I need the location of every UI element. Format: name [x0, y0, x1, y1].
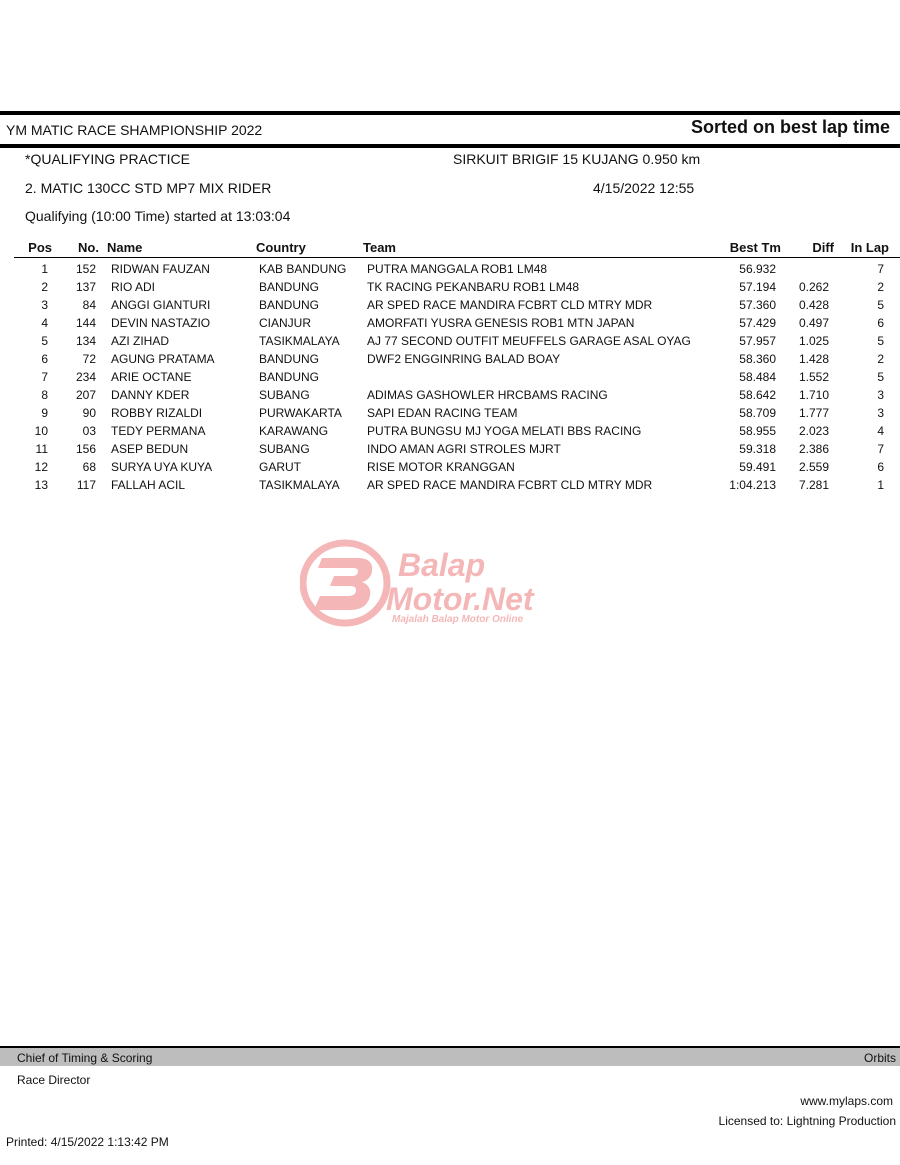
cell-best: 57.429 [739, 316, 776, 330]
table-row [0, 352, 900, 370]
cell-name: TEDY PERMANA [111, 424, 206, 438]
cell-no: 117 [76, 478, 96, 492]
cell-diff: 1.777 [798, 406, 829, 420]
cell-country: BANDUNG [259, 280, 320, 294]
cell-country: KARAWANG [259, 424, 329, 438]
cell-name: ASEP BEDUN [111, 442, 189, 456]
cell-no: 137 [75, 280, 96, 294]
cell-country: TASIKMALAYA [259, 334, 340, 348]
cell-diff: 2.023 [798, 424, 829, 438]
cell-lap: 5 [877, 370, 884, 384]
cell-team: AJ 77 SECOND OUTFIT MEUFFELS GARAGE ASAL OYAG [367, 334, 691, 348]
cell-country: KAB BANDUNG [259, 262, 347, 276]
cell-pos: 8 [41, 388, 48, 402]
cell-country: BANDUNG [259, 370, 320, 384]
cell-no: 90 [82, 406, 96, 420]
cell-diff: 1.428 [798, 352, 829, 366]
col-name-header: Name [107, 240, 143, 255]
cell-pos: 5 [41, 334, 48, 348]
cell-pos: 6 [41, 352, 48, 366]
cell-diff: 2.559 [798, 460, 829, 474]
cell-diff: 1.710 [798, 388, 829, 402]
cell-team: SAPI EDAN RACING TEAM [367, 406, 518, 420]
cell-no: 234 [75, 370, 96, 384]
top-rule [0, 111, 900, 115]
table-row [0, 442, 900, 460]
cell-no: 144 [75, 316, 96, 330]
watermark-line2: Motor.Net [386, 581, 534, 617]
cell-pos: 7 [41, 370, 48, 384]
cell-no: 68 [82, 460, 96, 474]
table-row [0, 406, 900, 424]
header-rule [0, 144, 900, 148]
col-no-header: No. [78, 240, 99, 255]
table-row [0, 334, 900, 352]
cell-name: DANNY KDER [111, 388, 190, 402]
cell-country: CIANJUR [259, 316, 312, 330]
cell-no: 03 [82, 424, 96, 438]
cell-team: PUTRA MANGGALA ROB1 LM48 [367, 262, 548, 276]
cell-diff: 0.428 [798, 298, 829, 312]
cell-best: 58.642 [739, 388, 776, 402]
cell-pos: 2 [41, 280, 48, 294]
race-director: Race Director [17, 1073, 91, 1087]
cell-country: BANDUNG [259, 298, 320, 312]
cell-lap: 3 [877, 406, 884, 420]
cell-team: TK RACING PEKANBARU ROB1 LM48 [367, 280, 580, 294]
col-country-header: Country [256, 240, 306, 255]
cell-diff: 7.281 [798, 478, 829, 492]
website-link[interactable]: www.mylaps.com [800, 1094, 893, 1108]
session-name: *QUALIFYING PRACTICE [25, 151, 190, 167]
cell-team: AR SPED RACE MANDIRA FCBRT CLD MTRY MDR [367, 478, 653, 492]
cell-pos: 13 [34, 478, 48, 492]
cell-best: 58.955 [739, 424, 776, 438]
cell-name: ROBBY RIZALDI [111, 406, 203, 420]
session-start: Qualifying (10:00 Time) started at 13:03:04 [25, 208, 291, 224]
cell-lap: 5 [877, 334, 884, 348]
cell-lap: 6 [877, 316, 884, 330]
cell-team: AR SPED RACE MANDIRA FCBRT CLD MTRY MDR [367, 298, 653, 312]
event-title: YM MATIC RACE SHAMPIONSHIP 2022 [6, 122, 263, 138]
cell-no: 84 [82, 298, 96, 312]
cell-pos: 3 [41, 298, 48, 312]
cell-name: RIDWAN FAUZAN [111, 262, 210, 276]
cell-best: 58.360 [739, 352, 776, 366]
cell-country: GARUT [259, 460, 301, 474]
cell-country: SUBANG [259, 442, 310, 456]
table-row [0, 460, 900, 478]
col-team-header: Team [363, 240, 396, 255]
cell-no: 72 [82, 352, 96, 366]
watermark-logo-icon [300, 538, 600, 628]
cell-pos: 1 [41, 262, 48, 276]
cell-no: 134 [75, 334, 96, 348]
cell-name: AZI ZIHAD [111, 334, 170, 348]
chief-of-timing: Chief of Timing & Scoring [17, 1051, 153, 1065]
col-pos-header: Pos [28, 240, 52, 255]
cell-best: 59.318 [739, 442, 776, 456]
table-row [0, 280, 900, 298]
col-lap-header: In Lap [850, 240, 889, 255]
cell-country: TASIKMALAYA [259, 478, 340, 492]
cell-pos: 4 [41, 316, 48, 330]
cell-lap: 1 [877, 478, 884, 492]
cell-team: PUTRA BUNGSU MJ YOGA MELATI BBS RACING [367, 424, 642, 438]
cell-best: 1:04.213 [729, 478, 776, 492]
cell-best: 57.360 [739, 298, 776, 312]
cell-no: 152 [75, 262, 96, 276]
cell-team: DWF2 ENGGINRING BALAD BOAY [367, 352, 561, 366]
session-datetime: 4/15/2022 12:55 [593, 180, 695, 196]
cell-pos: 10 [34, 424, 48, 438]
cell-lap: 4 [877, 424, 884, 438]
cell-no: 156 [75, 442, 96, 456]
cell-name: DEVIN NASTAZIO [111, 316, 211, 330]
cell-pos: 11 [35, 442, 48, 456]
cell-lap: 2 [877, 280, 884, 294]
cell-lap: 6 [877, 460, 884, 474]
orbits-label: Orbits [863, 1051, 896, 1065]
watermark-line1: Balap [398, 547, 486, 583]
cell-name: SURYA UYA KUYA [111, 460, 213, 474]
cell-best: 59.491 [739, 460, 776, 474]
cell-best: 58.484 [739, 370, 776, 384]
license-text: Licensed to: Lightning Production [718, 1114, 896, 1128]
watermark-tagline: Majalah Balap Motor Online [392, 614, 524, 625]
cell-lap: 7 [877, 442, 884, 456]
cell-country: BANDUNG [259, 352, 320, 366]
cell-no: 207 [75, 388, 96, 402]
cell-lap: 3 [877, 388, 884, 402]
table-row [0, 316, 900, 334]
cell-name: AGUNG PRATAMA [111, 352, 215, 366]
class-name: 2. MATIC 130CC STD MP7 MIX RIDER [25, 180, 272, 196]
table-row [0, 298, 900, 316]
cell-best: 57.957 [739, 334, 776, 348]
cell-country: SUBANG [259, 388, 310, 402]
table-row [0, 262, 900, 280]
cell-diff: 0.497 [798, 316, 829, 330]
col-best-header: Best Tm [729, 240, 781, 255]
cell-lap: 5 [877, 298, 884, 312]
cell-best: 58.709 [739, 406, 776, 420]
cell-best: 57.194 [739, 280, 776, 294]
table-header-rule [14, 257, 900, 258]
cell-team: AMORFATI YUSRA GENESIS ROB1 MTN JAPAN [367, 316, 635, 330]
cell-name: ANGGI GIANTURI [111, 298, 211, 312]
cell-best: 56.932 [739, 262, 776, 276]
cell-name: RIO ADI [111, 280, 156, 294]
table-row [0, 370, 900, 388]
cell-name: FALLAH ACIL [111, 478, 186, 492]
cell-diff: 2.386 [798, 442, 829, 456]
table-row [0, 424, 900, 442]
cell-lap: 2 [877, 352, 884, 366]
cell-country: PURWAKARTA [259, 406, 342, 420]
cell-diff: 1.552 [798, 370, 829, 384]
table-row [0, 478, 900, 496]
cell-pos: 9 [41, 406, 48, 420]
col-diff-header: Diff [812, 240, 834, 255]
cell-team: INDO AMAN AGRI STROLES MJRT [367, 442, 561, 456]
balapmotor-watermark [300, 538, 600, 628]
cell-name: ARIE OCTANE [111, 370, 192, 384]
sort-caption: Sorted on best lap time [690, 117, 890, 137]
cell-team: ADIMAS GASHOWLER HRCBAMS RACING [367, 388, 608, 402]
cell-team: RISE MOTOR KRANGGAN [367, 460, 515, 474]
cell-diff: 0.262 [798, 280, 829, 294]
table-row [0, 388, 900, 406]
circuit-name: SIRKUIT BRIGIF 15 KUJANG 0.950 km [453, 151, 701, 167]
cell-lap: 7 [877, 262, 884, 276]
cell-pos: 12 [34, 460, 48, 474]
printed-timestamp: Printed: 4/15/2022 1:13:42 PM [6, 1135, 169, 1149]
cell-diff: 1.025 [798, 334, 829, 348]
